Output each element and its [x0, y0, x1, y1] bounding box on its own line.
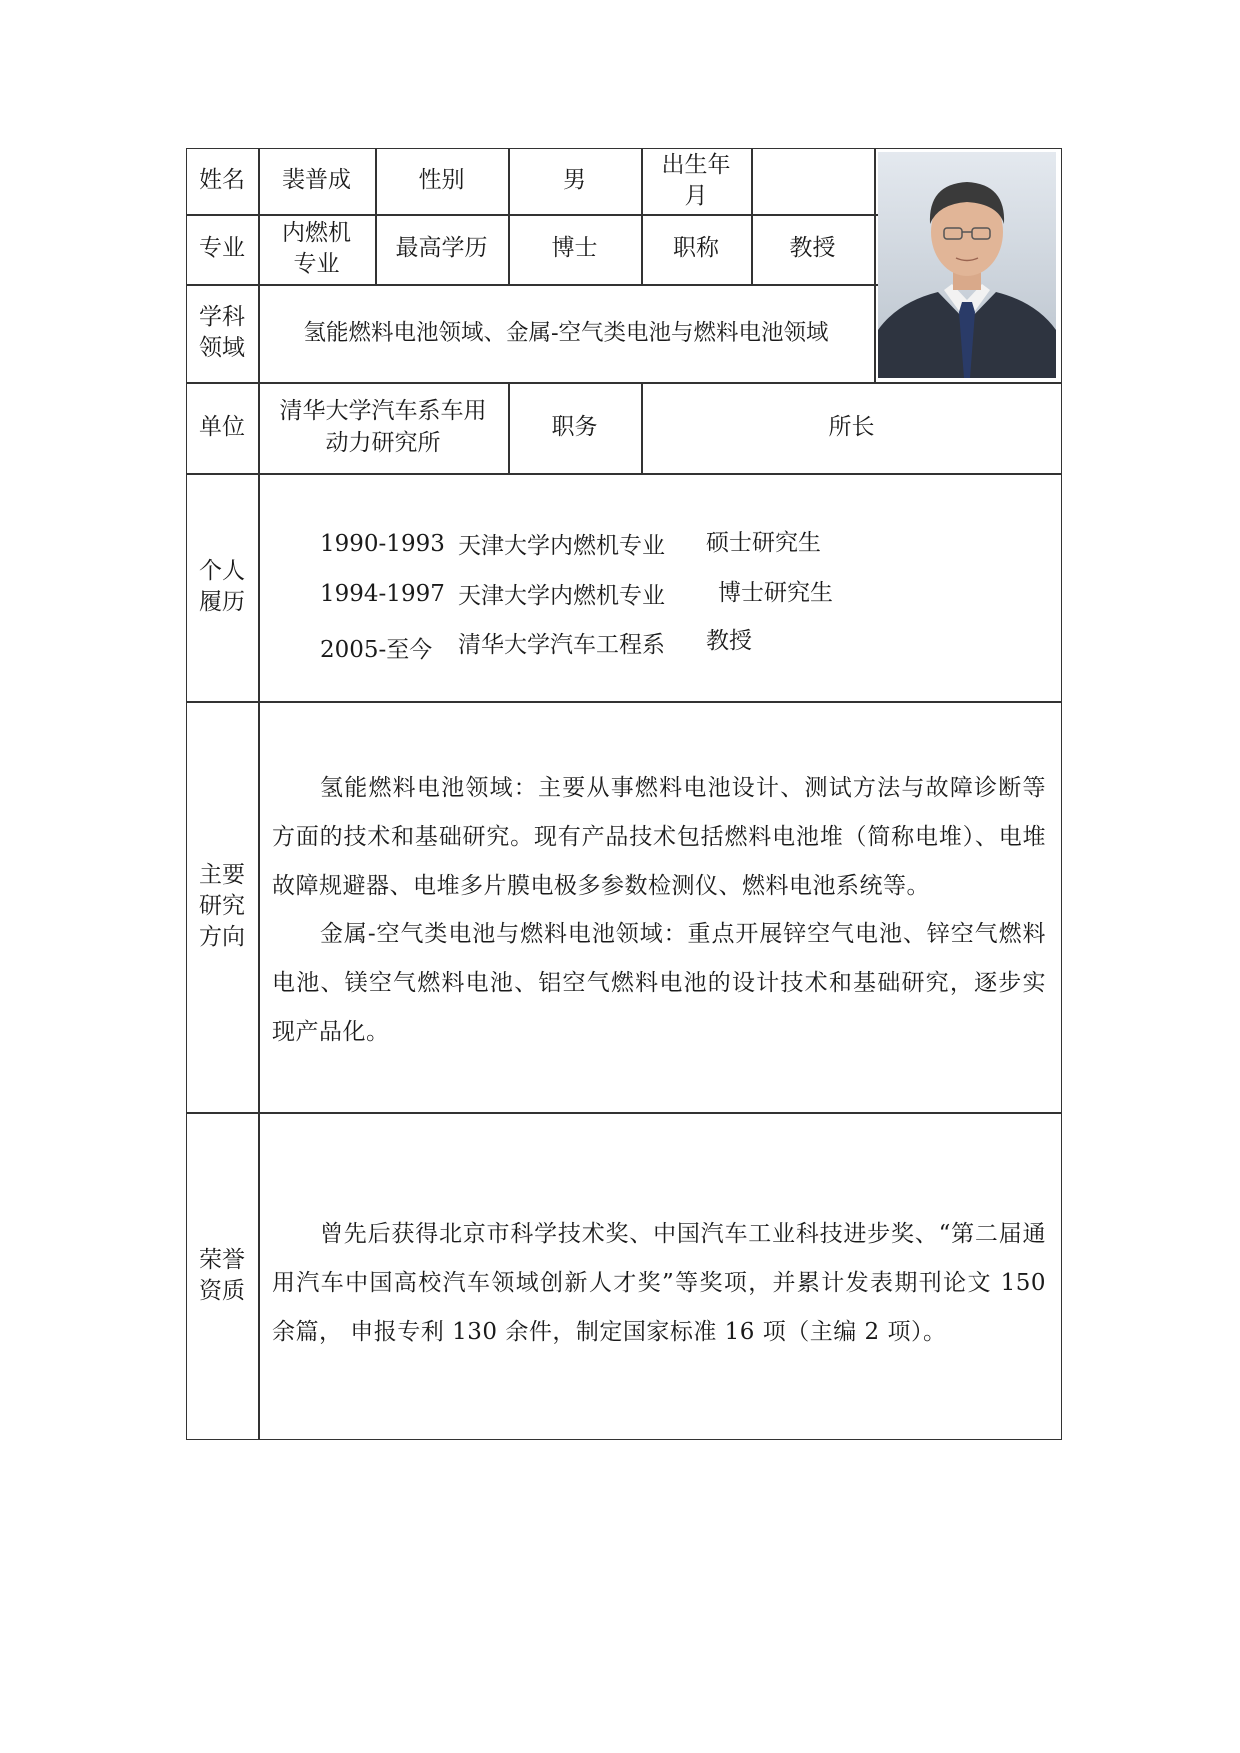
- row-divider: [186, 701, 1062, 703]
- field-value: 氢能燃料电池领域、金属-空气类电池与燃料电池领域: [303, 319, 829, 346]
- cv-years: 1994-1997: [320, 581, 445, 607]
- profile-photo: [878, 152, 1056, 378]
- title-label: 职称: [673, 235, 719, 262]
- cv-label-line2: 履历: [199, 589, 245, 615]
- degree-label: 最高学历: [395, 235, 488, 262]
- field-label-line1: 学科: [199, 303, 245, 330]
- gender-value: 男: [563, 167, 586, 194]
- portrait-image: [878, 152, 1056, 378]
- cv-org: 天津大学内燃机专业: [458, 533, 665, 559]
- birth-value: [751, 148, 874, 214]
- title-value: 教授: [789, 235, 836, 262]
- cv-role: 教授: [706, 628, 752, 654]
- position-label: 职务: [551, 413, 598, 440]
- field-label-line2: 领域: [199, 335, 245, 361]
- honor-label-line1: 荣誉: [199, 1246, 245, 1273]
- cv-years: 2005-至今: [320, 637, 433, 663]
- degree-value: 博士: [551, 235, 598, 262]
- major-value-line1: 内燃机: [282, 219, 351, 246]
- cv-role: 博士研究生: [718, 580, 833, 606]
- research-paragraph-2: 金属-空气类电池与燃料电池领域：重点开展锌空气电池、锌空气燃料电池、镁空气燃料电池、铝空气燃料电池的设计技术和基础研究，逐步实现产品化。: [272, 921, 1046, 1045]
- honor-label-line2: 资质: [199, 1278, 245, 1304]
- research-paragraph-1: 氢能燃料电池领域：主要从事燃料电池设计、测试方法与故障诊断等方面的技术和基础研究。现有产品技术包括燃料电池堆（简称电堆）、电堆故障规避器、电堆多片膜电极多参数检测仪、燃料电池系统等。: [272, 775, 1046, 899]
- cv-org: 清华大学汽车工程系: [458, 632, 665, 658]
- cv-label-line1: 个人: [199, 557, 245, 584]
- research-label-line1: 主要: [199, 861, 245, 888]
- gender-label: 性别: [418, 167, 465, 194]
- unit-label: 单位: [199, 413, 245, 440]
- major-value: [258, 214, 375, 284]
- major-value-line2: 专业: [293, 251, 340, 277]
- birth-label-line1: 出生年: [661, 151, 731, 178]
- col-divider: [874, 148, 876, 382]
- research-label: [186, 701, 258, 1112]
- cv-org: 天津大学内燃机专业: [458, 583, 665, 609]
- birth-label-line2: 月: [684, 183, 708, 209]
- field-label: [186, 284, 258, 382]
- cv-role: 硕士研究生: [706, 530, 821, 556]
- cv-years: 1990-1993: [320, 531, 445, 557]
- honor-paragraph: 曾先后获得北京市科学技术奖、中国汽车工业科技进步奖、“第二届通用汽车中国高校汽车领域创新人才奖”等奖项，并累计发表期刊论文 150 余篇， 申报专利 130 余件，制定国家标准 16 项（主编 2 项）。: [272, 1221, 1046, 1345]
- unit-value: [258, 382, 508, 473]
- birth-label: [641, 148, 751, 214]
- unit-value-line2: 动力研究所: [325, 429, 441, 456]
- name-label: 姓名: [199, 167, 245, 194]
- research-label-line2: 研究: [199, 892, 245, 919]
- unit-value-line1: 清华大学汽车系车用: [279, 398, 487, 425]
- cv-label: [186, 473, 258, 701]
- honor-label: [186, 1112, 258, 1440]
- research-label-line3: 方向: [199, 924, 245, 951]
- name-value: 裴普成: [282, 167, 351, 194]
- position-value: 所长: [828, 413, 875, 440]
- major-label: 专业: [199, 235, 245, 262]
- row-divider: [186, 1112, 1062, 1114]
- row-divider: [186, 473, 1062, 475]
